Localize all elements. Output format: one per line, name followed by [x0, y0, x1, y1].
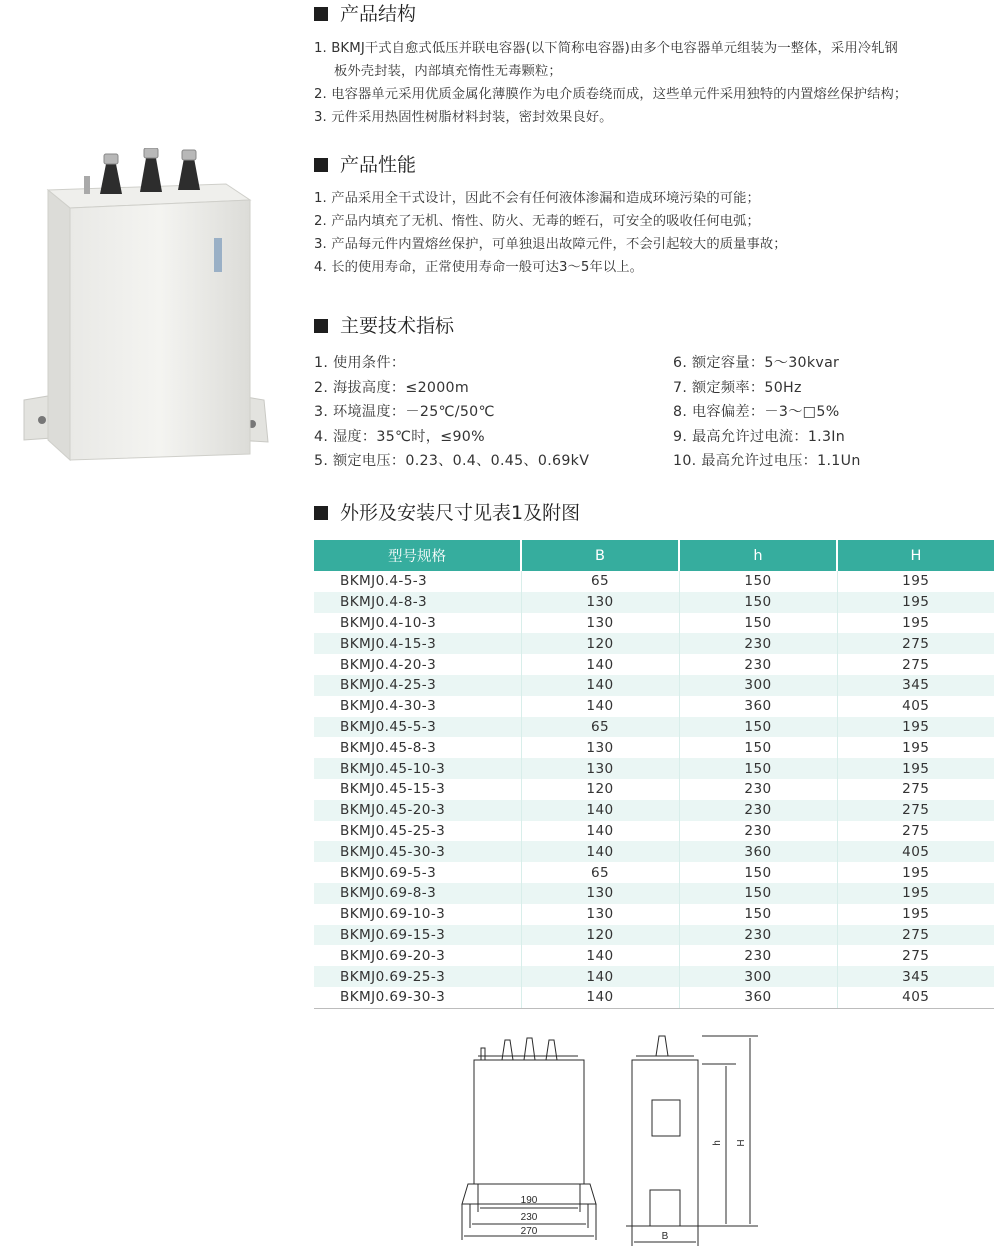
cell-b: 140: [521, 945, 679, 966]
cell-H: 345: [837, 675, 994, 696]
cell-model: BKMJ0.45-20-3: [314, 800, 521, 821]
table-row: [314, 904, 994, 925]
table-row: [314, 966, 994, 987]
table-row: [314, 779, 994, 800]
cell-b: 140: [521, 966, 679, 987]
cell-h: 230: [679, 779, 837, 800]
cell-b: 130: [521, 904, 679, 925]
cell-H: 195: [837, 737, 994, 758]
cell-h: 150: [679, 883, 837, 904]
spec-item: 6. 额定容量：5～30kvar: [673, 355, 840, 371]
cell-model: BKMJ0.4-10-3: [340, 614, 437, 631]
cell-model: BKMJ0.69-30-3: [314, 987, 521, 1008]
cell-H: 405: [837, 987, 994, 1008]
column-header-b: B: [521, 540, 679, 571]
structure-line-1: 1. BKMJ干式自愈式低压并联电容器(以下简称电容器)由多个电容器单元组装为一整体，采用冷轧钢: [314, 41, 898, 56]
cell-H: 195: [837, 571, 994, 592]
spec-item: 1. 使用条件：: [314, 355, 406, 371]
spec-item: 10. 最高允许过电压：1.1Un: [673, 453, 861, 469]
cell-model: BKMJ0.45-8-3: [340, 739, 437, 756]
column-header-H: H: [837, 540, 994, 571]
cell-h: 150: [679, 758, 837, 779]
table-row: [314, 613, 994, 634]
cell-model: BKMJ0.69-20-3: [340, 947, 446, 964]
table-row: [314, 737, 994, 758]
dim-label-H: H: [736, 1139, 747, 1147]
cell-model: BKMJ0.4-20-3: [340, 656, 437, 673]
cell-model: BKMJ0.69-25-3: [314, 966, 521, 987]
cell-h: 230: [679, 800, 837, 821]
table-row: [314, 821, 994, 842]
cell-b: 130: [521, 737, 679, 758]
cell-H: 195: [837, 758, 994, 779]
spec-item: 8. 电容偏差：－3～□5%: [673, 404, 840, 420]
cell-H: 275: [837, 821, 994, 842]
cell-H: 195: [837, 883, 994, 904]
cell-H: 195: [837, 904, 994, 925]
cell-h: 230: [679, 945, 837, 966]
cell-H: 275: [837, 800, 994, 821]
cell-h: 150: [679, 737, 837, 758]
cell-h: 360: [679, 696, 837, 717]
cell-H: 275: [837, 945, 994, 966]
section-title: 产品结构: [314, 2, 994, 26]
cell-model: BKMJ0.4-5-3: [340, 573, 428, 590]
table-row: [314, 696, 994, 717]
cell-model: BKMJ0.4-30-3: [340, 698, 437, 715]
cell-h: 230: [679, 925, 837, 946]
spec-item: 3. 环境温度：－25℃/50℃: [314, 404, 495, 420]
cell-H: 275: [837, 779, 994, 800]
spec-item: 9. 最高允许过电流：1.3In: [673, 428, 846, 445]
table-row: [314, 654, 994, 675]
square-bullet-icon: [314, 158, 328, 172]
table-row: [314, 758, 994, 779]
spec-item: 4. 湿度：35℃时，≤90%: [314, 428, 485, 445]
table-row: [314, 675, 994, 696]
cell-H: 275: [837, 925, 994, 946]
cell-b: 140: [521, 841, 679, 862]
cell-b: 120: [521, 925, 679, 946]
section-structure: [314, 2, 994, 129]
cell-b: 130: [521, 613, 679, 634]
cell-b: 65: [521, 862, 679, 883]
structure-paragraph: [314, 37, 994, 129]
section-title: 主要技术指标: [314, 314, 994, 338]
spec-item: 5. 额定电压：0.23、0.4、0.45、0.69kV: [314, 453, 590, 469]
cell-H: 195: [837, 592, 994, 613]
square-bullet-icon: [314, 7, 328, 21]
section-specs: [314, 314, 994, 338]
cell-h: 360: [679, 987, 837, 1008]
column-header-h: h: [679, 540, 837, 571]
table-row: [314, 987, 994, 1008]
cell-model: BKMJ0.4-8-3: [314, 592, 521, 613]
cell-h: 360: [679, 841, 837, 862]
cell-h: 230: [679, 633, 837, 654]
cell-model: BKMJ0.45-15-3: [340, 781, 446, 798]
cell-b: 140: [521, 987, 679, 1008]
cell-h: 150: [679, 592, 837, 613]
cell-b: 130: [521, 592, 679, 613]
section-dimensions: [314, 501, 994, 525]
cell-h: 300: [679, 966, 837, 987]
performance-item: 4. 长的使用寿命，正常使用寿命一般可达3～5年以上。: [314, 260, 644, 275]
cell-b: 130: [521, 758, 679, 779]
spec-item: 7. 额定频率：50Hz: [673, 379, 802, 396]
cell-H: 195: [837, 717, 994, 738]
cell-model: BKMJ0.45-30-3: [314, 841, 521, 862]
cell-H: 345: [837, 966, 994, 987]
performance-list: [314, 187, 994, 279]
outline-dimension-drawing: [440, 1028, 780, 1250]
performance-item: 1. 产品采用全干式设计，因此不会有任何液体渗漏和造成环境污染的可能；: [314, 191, 760, 206]
dim-label-270: 270: [520, 1226, 538, 1237]
table-row: [314, 841, 994, 862]
cell-model: BKMJ0.45-5-3: [314, 717, 521, 738]
dimensions-table: [314, 540, 994, 1009]
cell-H: 405: [837, 841, 994, 862]
cell-model: BKMJ0.69-15-3: [314, 925, 521, 946]
table-row: [314, 717, 994, 738]
spec-item: 2. 海拔高度：≤2000m: [314, 379, 469, 396]
table-row: [314, 571, 994, 592]
table-row: [314, 800, 994, 821]
structure-line-1-cont: 板外壳封装，内部填充惰性无毒颗粒；: [334, 64, 562, 79]
cell-model: BKMJ0.4-25-3: [314, 675, 521, 696]
table-row: [314, 862, 994, 883]
cell-h: 150: [679, 613, 837, 634]
cell-H: 195: [837, 613, 994, 634]
cell-H: 275: [837, 633, 994, 654]
performance-item: 2. 产品内填充了无机、惰性、防火、无毒的蛭石，可安全的吸收任何电弧；: [314, 214, 760, 229]
cell-h: 230: [679, 654, 837, 675]
section-performance: [314, 153, 994, 279]
cell-model: BKMJ0.69-10-3: [340, 906, 446, 923]
cell-b: 120: [521, 779, 679, 800]
square-bullet-icon: [314, 506, 328, 520]
table-row: [314, 945, 994, 966]
section-title: 产品性能: [314, 153, 994, 177]
cell-h: 150: [679, 904, 837, 925]
table-row: [314, 883, 994, 904]
structure-line-3: 3. 元件采用热固性树脂材料封装，密封效果良好。: [314, 110, 613, 125]
dim-label-h: h: [712, 1140, 723, 1146]
table-body: [314, 571, 994, 1008]
column-header-model: 型号规格: [314, 540, 521, 571]
cell-model: BKMJ0.45-25-3: [340, 822, 446, 839]
cell-h: 150: [679, 571, 837, 592]
cell-b: 140: [521, 800, 679, 821]
cell-b: 140: [521, 696, 679, 717]
table-row: [314, 633, 994, 654]
cell-model: BKMJ0.69-8-3: [314, 883, 521, 904]
cell-H: 405: [837, 696, 994, 717]
cell-b: 65: [521, 717, 679, 738]
specs-right-column: [673, 351, 861, 474]
capacitor-product-image: [18, 148, 280, 466]
cell-model: BKMJ0.69-5-3: [340, 864, 437, 881]
section-title: 外形及安装尺寸见表1及附图: [314, 501, 994, 525]
cell-b: 120: [521, 633, 679, 654]
cell-model: BKMJ0.4-15-3: [314, 633, 521, 654]
cell-b: 65: [521, 571, 679, 592]
table-header-row: [314, 540, 994, 571]
square-bullet-icon: [314, 319, 328, 333]
dim-label-230: 230: [520, 1212, 538, 1223]
cell-H: 195: [837, 862, 994, 883]
dim-label-190: 190: [520, 1195, 538, 1206]
cell-b: 140: [521, 675, 679, 696]
cell-h: 150: [679, 862, 837, 883]
specs-left-column: [314, 351, 589, 474]
cell-b: 140: [521, 821, 679, 842]
cell-b: 140: [521, 654, 679, 675]
structure-line-2: 2. 电容器单元采用优质金属化薄膜作为电介质卷绕而成，这些单元件采用独特的内置熔丝保护结构；: [314, 87, 908, 102]
cell-h: 300: [679, 675, 837, 696]
table-row: [314, 925, 994, 946]
cell-h: 150: [679, 717, 837, 738]
cell-H: 275: [837, 654, 994, 675]
dim-label-b: B: [661, 1231, 669, 1242]
cell-h: 230: [679, 821, 837, 842]
cell-b: 130: [521, 883, 679, 904]
cell-model: BKMJ0.45-10-3: [314, 758, 521, 779]
performance-item: 3. 产品每元件内置熔丝保护，可单独退出故障元件，不会引起较大的质量事故；: [314, 237, 787, 252]
table-row: [314, 592, 994, 613]
